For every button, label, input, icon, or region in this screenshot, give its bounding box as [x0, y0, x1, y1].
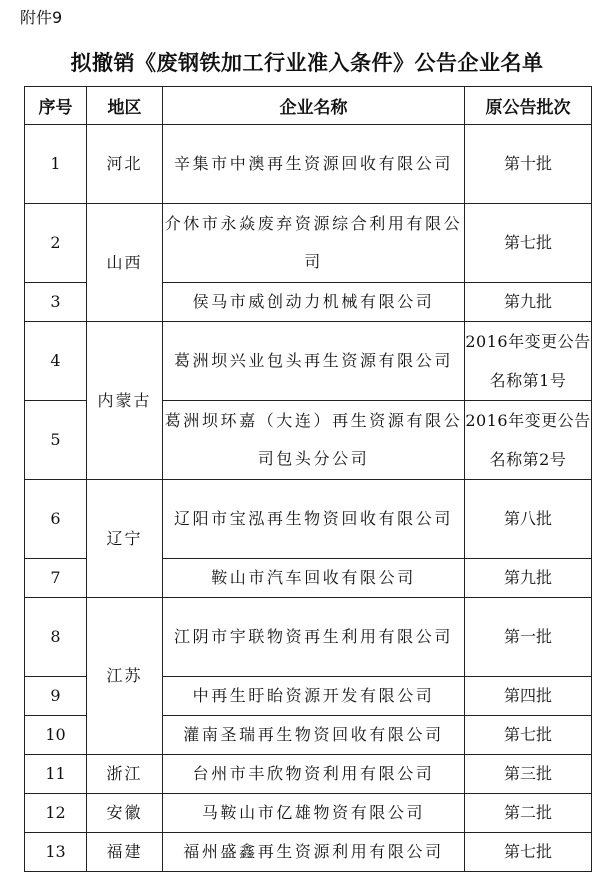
- batch-cell: 第四批: [465, 677, 592, 716]
- company-name: 灌南圣瑞再生物资回收有限公司: [163, 716, 465, 755]
- region-cell: 安徽: [87, 794, 163, 833]
- batch-cell: 第七批: [465, 716, 592, 755]
- company-name: 介休市永焱废弃资源综合利用有限公司: [163, 204, 465, 283]
- batch-cell: 第七批: [465, 204, 592, 283]
- table-header-row: [25, 87, 592, 125]
- company-name: 鞍山市汽车回收有限公司: [163, 559, 465, 598]
- row-seq: 10: [25, 716, 87, 755]
- batch-cell: 第十批: [465, 125, 592, 204]
- row-seq: 12: [25, 794, 87, 833]
- row-seq: 13: [25, 833, 87, 872]
- table-row: [25, 794, 592, 833]
- company-name: 江阴市宇联物资再生利用有限公司: [163, 598, 465, 677]
- region-cell: 浙江: [87, 755, 163, 794]
- row-seq: 9: [25, 677, 87, 716]
- company-name: 马鞍山市亿雄物资有限公司: [163, 794, 465, 833]
- company-name: 辛集市中澳再生资源回收有限公司: [163, 125, 465, 204]
- company-name: 福州盛鑫再生资源利用有限公司: [163, 833, 465, 872]
- batch-cell: 第九批: [465, 559, 592, 598]
- table-row: [25, 480, 592, 559]
- company-name: 台州市丰欣物资利用有限公司: [163, 755, 465, 794]
- batch-cell: 第八批: [465, 480, 592, 559]
- row-seq: 7: [25, 559, 87, 598]
- company-name: 中再生盱眙资源开发有限公司: [163, 677, 465, 716]
- table-row: [25, 598, 592, 677]
- region-cell: 江苏: [87, 598, 163, 755]
- attachment-label: 附件9: [20, 8, 63, 27]
- header-seq: 序号: [25, 87, 87, 125]
- table-row: [25, 833, 592, 872]
- batch-cell: 第三批: [465, 755, 592, 794]
- header-batch: 原公告批次: [465, 87, 592, 125]
- batch-cell: 第一批: [465, 598, 592, 677]
- company-name: 侯马市威创动力机械有限公司: [163, 283, 465, 322]
- region-cell: 辽宁: [87, 480, 163, 598]
- table-row: [25, 125, 592, 204]
- row-seq: 5: [25, 401, 87, 480]
- row-seq: 8: [25, 598, 87, 677]
- row-seq: 11: [25, 755, 87, 794]
- document-title: 拟撤销《废钢铁加工行业准入条件》公告企业名单: [70, 50, 544, 75]
- row-seq: 3: [25, 283, 87, 322]
- row-seq: 2: [25, 204, 87, 283]
- company-name: 葛洲坝环嘉（大连）再生资源有限公司包头分公司: [163, 401, 465, 480]
- batch-cell: 2016年变更公告名称第2号: [465, 401, 592, 480]
- header-region: 地区: [87, 87, 163, 125]
- batch-cell: 第七批: [465, 833, 592, 872]
- batch-cell: 2016年变更公告名称第1号: [465, 322, 592, 401]
- row-seq: 6: [25, 480, 87, 559]
- region-cell: 福建: [87, 833, 163, 872]
- header-company: 企业名称: [163, 87, 465, 125]
- region-cell: 河北: [87, 125, 163, 204]
- row-seq: 4: [25, 322, 87, 401]
- batch-cell: 第二批: [465, 794, 592, 833]
- table-row: [25, 755, 592, 794]
- table-row: [25, 204, 592, 283]
- batch-cell: 第九批: [465, 283, 592, 322]
- row-seq: 1: [25, 125, 87, 204]
- region-cell: 山西: [87, 204, 163, 322]
- company-table: [24, 86, 592, 872]
- table-row: [25, 322, 592, 401]
- company-name: 葛洲坝兴业包头再生资源有限公司: [163, 322, 465, 401]
- company-name: 辽阳市宝泓再生物资回收有限公司: [163, 480, 465, 559]
- region-cell: 内蒙古: [87, 322, 163, 480]
